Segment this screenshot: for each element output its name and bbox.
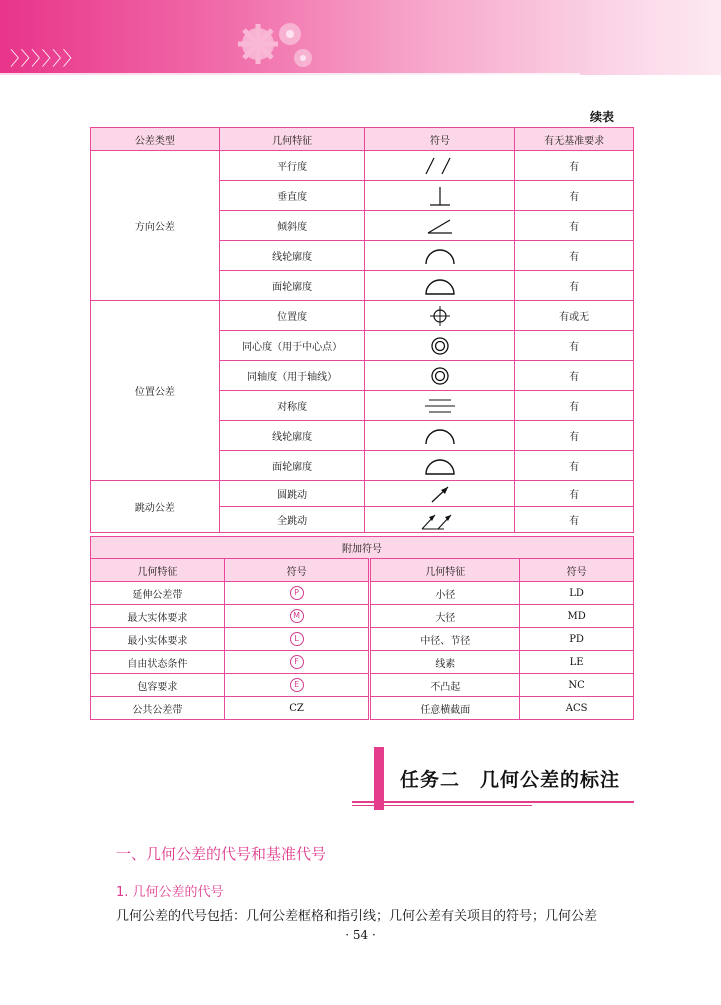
symbol-cell (365, 181, 515, 211)
tolerance-type-cell: 跳动公差 (91, 481, 220, 533)
position-icon (420, 305, 460, 327)
feature-cell: 面轮廓度 (219, 451, 365, 481)
header-cell: 符号 (224, 559, 370, 582)
table-row (91, 697, 634, 720)
symbol-cell: ACS (520, 697, 634, 720)
feature-cell: 倾斜度 (219, 211, 365, 241)
header-cell: 符号 (365, 128, 515, 151)
line-profile-icon (420, 245, 460, 267)
table-row (91, 582, 634, 605)
header-banner (0, 0, 721, 75)
datum-cell: 有 (515, 361, 634, 391)
table-title-row (91, 537, 634, 559)
feature-cell: 最小实体要求 (91, 628, 225, 651)
circled-letter-icon: F (290, 655, 304, 669)
feature-cell: 同心度（用于中心点） (219, 331, 365, 361)
symbol-cell: MD (520, 605, 634, 628)
banner-line (0, 73, 580, 75)
feature-cell: 位置度 (219, 301, 365, 331)
datum-cell: 有 (515, 391, 634, 421)
symmetry-icon (420, 395, 460, 417)
feature-cell: 延伸公差带 (91, 582, 225, 605)
feature-cell: 圆跳动 (219, 481, 365, 507)
feature-cell: 大径 (370, 605, 520, 628)
task-title: 任务二 几何公差的标注 (400, 769, 621, 791)
perpendicularity-icon (420, 185, 460, 207)
feature-cell: 公共公差带 (91, 697, 225, 720)
body-paragraph: 几何公差的代号包括：几何公差框格和指引线；几何公差有关项目的符号；几何公差 (116, 909, 598, 924)
table-title: 附加符号 (91, 537, 634, 559)
feature-cell: 最大实体要求 (91, 605, 225, 628)
section-heading: 一、几何公差的代号和基准代号 (116, 845, 327, 863)
table-row (91, 481, 634, 507)
feature-cell: 同轴度（用于轴线） (219, 361, 365, 391)
feature-cell: 任意横截面 (370, 697, 520, 720)
surface-profile-icon (420, 275, 460, 297)
table-header-row (91, 559, 634, 582)
symbol-cell (365, 151, 515, 181)
datum-cell: 有 (515, 481, 634, 507)
symbol-cell: NC (520, 674, 634, 697)
datum-cell: 有 (515, 241, 634, 271)
table-row (91, 651, 634, 674)
surface-profile-icon (420, 455, 460, 477)
header-cell: 几何特征 (370, 559, 520, 582)
symbol-cell (365, 451, 515, 481)
page-number: · 54 · (345, 928, 376, 942)
angularity-icon (420, 215, 460, 237)
datum-cell: 有 (515, 451, 634, 481)
symbol-cell (365, 507, 515, 533)
feature-cell: 垂直度 (219, 181, 365, 211)
feature-cell: 对称度 (219, 391, 365, 421)
symbol-cell (365, 481, 515, 507)
datum-cell: 有 (515, 331, 634, 361)
concentricity-icon (420, 335, 460, 357)
tolerance-symbol-table (90, 127, 634, 533)
continued-label: 续表 (590, 110, 615, 124)
feature-cell: 线轮廓度 (219, 241, 365, 271)
symbol-cell (365, 301, 515, 331)
datum-cell: 有 (515, 507, 634, 533)
task-underline-thin (352, 805, 532, 806)
circled-letter-icon: E (290, 678, 304, 692)
datum-cell: 有 (515, 181, 634, 211)
symbol-cell (224, 582, 370, 605)
feature-cell: 全跳动 (219, 507, 365, 533)
feature-cell: 面轮廓度 (219, 271, 365, 301)
datum-cell: 有 (515, 271, 634, 301)
feature-cell: 中径、节径 (370, 628, 520, 651)
feature-cell: 自由状态条件 (91, 651, 225, 674)
symbol-cell (224, 628, 370, 651)
table-row (91, 301, 634, 331)
symbol-cell: LE (520, 651, 634, 674)
table-header-row (91, 128, 634, 151)
datum-cell: 有 (515, 151, 634, 181)
feature-cell: 小径 (370, 582, 520, 605)
feature-cell: 线素 (370, 651, 520, 674)
header-cell: 有无基准要求 (515, 128, 634, 151)
circled-letter-icon: P (290, 586, 304, 600)
feature-cell: 包容要求 (91, 674, 225, 697)
table-row (91, 628, 634, 651)
circular-runout-icon (420, 483, 460, 505)
parallelism-icon (420, 155, 460, 177)
datum-cell: 有 (515, 421, 634, 451)
table-row (91, 674, 634, 697)
symbol-cell (224, 651, 370, 674)
feature-cell: 平行度 (219, 151, 365, 181)
feature-cell: 不凸起 (370, 674, 520, 697)
coaxiality-icon (420, 365, 460, 387)
symbol-cell (365, 211, 515, 241)
symbol-cell (365, 361, 515, 391)
symbol-cell: CZ (224, 697, 370, 720)
symbol-cell (365, 271, 515, 301)
symbol-cell (224, 605, 370, 628)
table-row (91, 151, 634, 181)
tolerance-type-cell: 方向公差 (91, 151, 220, 301)
circled-letter-icon: M (290, 609, 304, 623)
table-row (91, 605, 634, 628)
symbol-cell: PD (520, 628, 634, 651)
symbol-cell (365, 421, 515, 451)
subsection-heading: 1. 几何公差的代号 (116, 885, 224, 900)
task-underline (352, 801, 634, 803)
tolerance-type-cell: 位置公差 (91, 301, 220, 481)
header-cell: 几何特征 (219, 128, 365, 151)
header-cell: 几何特征 (91, 559, 225, 582)
circled-letter-icon: L (290, 632, 304, 646)
header-cell: 符号 (520, 559, 634, 582)
gears-icon (228, 14, 328, 74)
symbol-cell (365, 331, 515, 361)
datum-cell: 有 (515, 211, 634, 241)
symbol-cell (365, 391, 515, 421)
chevron-decoration: 〉〉〉〉〉〉 (10, 48, 83, 70)
symbol-cell (365, 241, 515, 271)
feature-cell: 线轮廓度 (219, 421, 365, 451)
total-runout-icon (418, 509, 462, 531)
header-cell: 公差类型 (91, 128, 220, 151)
datum-cell: 有或无 (515, 301, 634, 331)
symbol-cell (224, 674, 370, 697)
symbol-cell: LD (520, 582, 634, 605)
line-profile-icon (420, 425, 460, 447)
additional-symbol-table (90, 536, 634, 720)
